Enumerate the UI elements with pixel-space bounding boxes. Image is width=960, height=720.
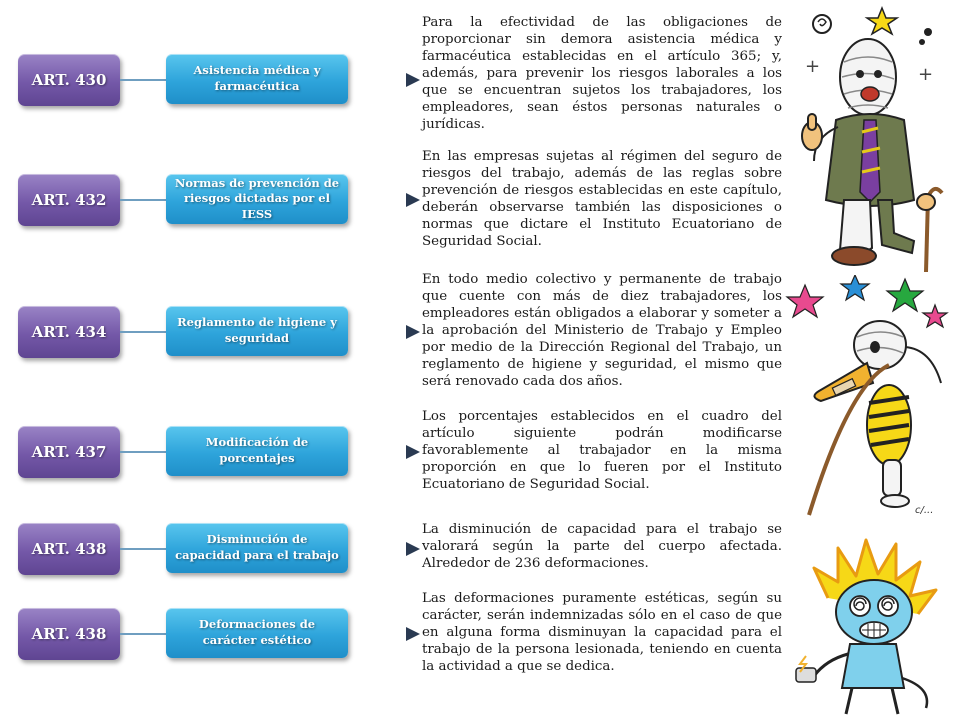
article-description: Los porcentajes establecidos en el cuadro del artículo siguiente podrán modificarse favorablemente al trabajador en la misma proporción en que lo fueren por el Instituto Ecuatoriano de Seguridad Social.: [422, 409, 782, 492]
svg-text:c/...: c/...: [915, 505, 934, 516]
injured-bird-cartoon: [785, 275, 955, 520]
article-box: ART. 432: [18, 174, 120, 226]
topic-box: Modificación de porcentajes: [166, 426, 348, 476]
topic-box: Normas de prevención de riesgos dictadas por el IESS: [166, 174, 348, 224]
arrow-icon: [406, 542, 420, 556]
svg-text:+: +: [918, 64, 934, 85]
arrow-icon: [406, 627, 420, 641]
article-box: ART. 434: [18, 306, 120, 358]
arrow-icon: [406, 325, 420, 339]
topic-box: Reglamento de higiene y seguridad: [166, 306, 348, 356]
connector-line: [120, 79, 166, 81]
electrocuted-boy-cartoon: [792, 528, 952, 718]
arrow-icon: [406, 73, 420, 87]
topic-box: Asistencia médica y farmacéutica: [166, 54, 348, 104]
article-box: ART. 437: [18, 426, 120, 478]
bandaged-worker-cartoon: [800, 2, 950, 277]
arrow-icon: [406, 193, 420, 207]
arrow-icon: [406, 445, 420, 459]
connector-line: [120, 451, 166, 453]
svg-text:+: +: [805, 56, 821, 77]
article-description: Las deformaciones puramente estéticas, según su carácter, serán indemnizadas sólo en el caso de que en alguna forma disminuyan la capacidad para el trabajo de la persona lesionada, teniendo en cuenta la actividad a que se dedica.: [422, 591, 782, 674]
article-description: Para la efectividad de las obligaciones de proporcionar sin demora asistencia médica y farmacéutica establecidas en el artículo 365; y, además, para prevenir los riesgos laborales a los que se encuentran sujetos los trabajadores, los empleadores, sean éstos personas naturales o jurídicas.: [422, 15, 782, 132]
article-description: En las empresas sujetas al régimen del seguro de riesgos del trabajo, además de las reglas sobre prevención de riesgos establecidas en este capítulo, deberán observarse también las disposiciones o normas que dictare el Instituto Ecuatoriano de Seguridad Social.: [422, 149, 782, 249]
article-box: ART. 438: [18, 523, 120, 575]
connector-line: [120, 633, 166, 635]
article-description: En todo medio colectivo y permanente de trabajo que cuente con más de diez trabajadores, los empleadores están obligados a elaborar y someter a la aprobación del Ministerio de Trabajo y Empleo por medio de la Dirección Regional del Trabajo, un reglamento de higiene y seguridad, el mismo que será renovado cada dos años.: [422, 272, 782, 389]
article-box: ART. 438: [18, 608, 120, 660]
connector-line: [120, 548, 166, 550]
connector-line: [120, 199, 166, 201]
article-description: La disminución de capacidad para el trabajo se valorará según la parte del cuerpo afectada. Alrededor de 236 deformaciones.: [422, 522, 782, 571]
connector-line: [120, 331, 166, 333]
topic-box: Disminución de capacidad para el trabajo: [166, 523, 348, 573]
topic-box: Deformaciones de carácter estético: [166, 608, 348, 658]
article-box: ART. 430: [18, 54, 120, 106]
